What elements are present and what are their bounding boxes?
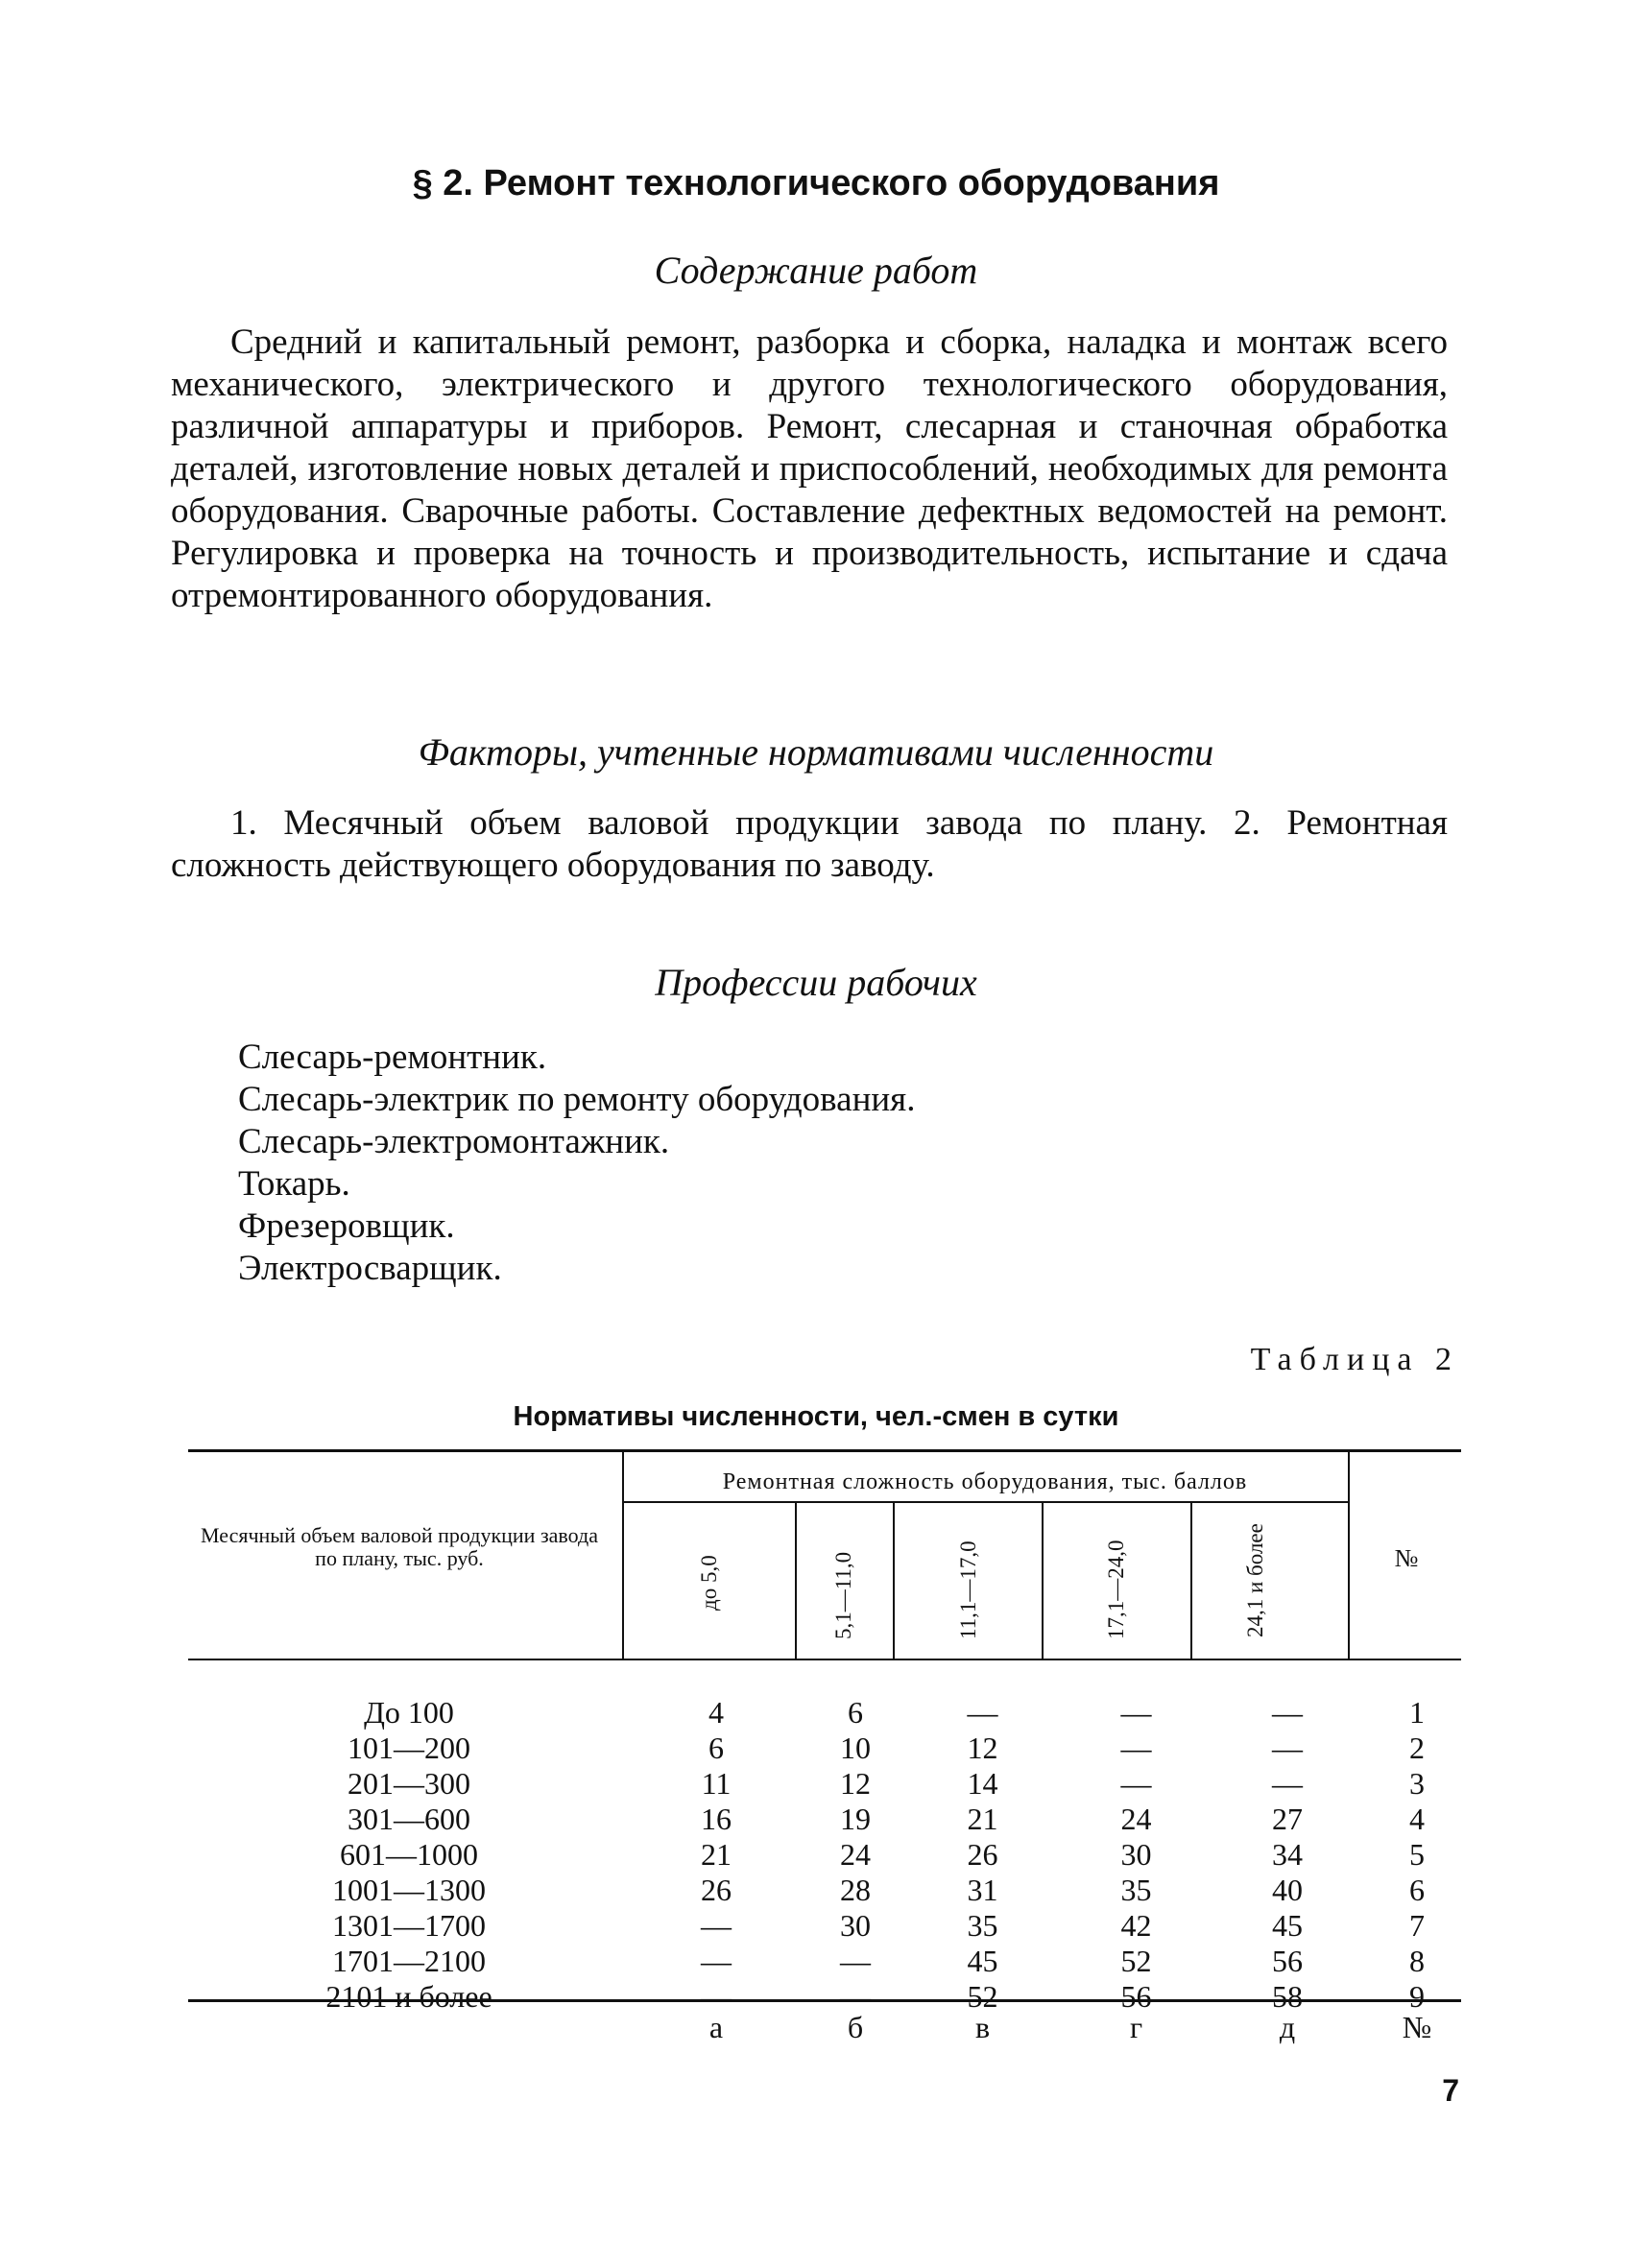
page-number: 7: [1442, 2073, 1459, 2108]
table-cell: 4: [708, 1695, 724, 1730]
row-number: 9: [1409, 1979, 1425, 2014]
table-cell: 52: [967, 1979, 998, 2014]
table-cell: —: [701, 1979, 732, 2014]
profession-item: Токарь.: [238, 1164, 350, 1204]
content-paragraph-text: Средний и капитальный ремонт, разборка и сборка, наладка и монтаж всего механического, электрического и другого технологического оборудования, различной аппаратуры и приборов. Ремонт, слесарная и станочная обработка деталей, изготовление новых деталей и приспособлений, необходимых для ремонта оборудования. Сварочные работы. Составление дефектных ведомостей на ремонт. Регулировка и проверка на точность и производительность, испытание и сдача отремонтированного оборудования.: [171, 322, 1448, 615]
table-cell: 35: [1120, 1873, 1152, 1907]
table-cell: 6: [708, 1731, 724, 1765]
factors-heading: Факторы, учтенные нормативами численности: [418, 730, 1214, 774]
table-cell: 45: [1272, 1908, 1303, 1943]
column-letters: [188, 2010, 1475, 2045]
table-caption: Таблица 2: [1250, 1342, 1459, 1377]
table-cell: —: [1272, 1731, 1303, 1765]
num-header: №: [1394, 1544, 1419, 1572]
table-cell: —: [1120, 1695, 1152, 1730]
column-letter: г: [1129, 2010, 1143, 2044]
table-cell: —: [1272, 1695, 1303, 1730]
row-header: Месячный объем валовой продукции завода по плану, тыс. руб.: [201, 1523, 598, 1570]
table-cell: —: [967, 1695, 998, 1730]
table-header-rule: [188, 1659, 1461, 1660]
row-label: 301—600: [348, 1802, 470, 1836]
table-cell: 45: [967, 1944, 998, 1978]
table-cell: 12: [967, 1731, 998, 1765]
table-cell: 34: [1272, 1837, 1303, 1872]
table-cell: —: [840, 1944, 871, 1978]
table-row: [188, 1944, 1475, 1979]
content-paragraph: [171, 322, 1448, 617]
table-cell: 10: [840, 1731, 871, 1765]
profession-item: Слесарь-электромонтажник.: [238, 1122, 670, 1161]
table-row: [188, 1837, 1475, 1873]
table-row: [188, 1802, 1475, 1837]
row-label: 601—1000: [340, 1837, 478, 1872]
table-cell: 21: [967, 1802, 998, 1836]
table-cell: 31: [967, 1873, 998, 1907]
table-cell: —: [701, 1944, 732, 1978]
table-cell: 12: [840, 1766, 871, 1801]
table-cell: 40: [1272, 1873, 1303, 1907]
table-divider: [893, 1503, 895, 1659]
row-number: 3: [1409, 1766, 1425, 1801]
column-header: 11,1—17,0: [956, 1540, 980, 1639]
column-header: до 5,0: [697, 1555, 721, 1611]
row-label: 1701—2100: [332, 1944, 486, 1978]
table-cell: 26: [701, 1873, 732, 1907]
table-cell: 30: [840, 1908, 871, 1943]
table-cell: —: [701, 1908, 732, 1943]
factors-paragraph-text: 1. Месячный объем валовой продукции завода по плану. 2. Ремонтная сложность действующего оборудования по заводу.: [171, 803, 1448, 885]
table-row: [188, 1873, 1475, 1908]
table-divider: [1042, 1503, 1044, 1659]
table-cell: 30: [1120, 1837, 1152, 1872]
table-cell: —: [1120, 1766, 1152, 1801]
table-row: [188, 1695, 1475, 1731]
row-label: 2101 и более: [325, 1979, 492, 2014]
table-cell: 56: [1120, 1979, 1152, 2014]
column-letter: д: [1279, 2010, 1296, 2044]
row-number: 7: [1409, 1908, 1425, 1943]
group-header: Ремонтная сложность оборудования, тыс. баллов: [722, 1469, 1248, 1494]
table-cell: 27: [1272, 1802, 1303, 1836]
profession-item: Слесарь-ремонтник.: [238, 1038, 547, 1077]
table-cell: 21: [701, 1837, 732, 1872]
column-header: 24,1 и более: [1243, 1523, 1267, 1637]
row-number: 4: [1409, 1802, 1425, 1836]
table-row: [188, 1766, 1475, 1802]
table-cell: 58: [1272, 1979, 1303, 2014]
table-cell: —: [1120, 1731, 1152, 1765]
column-letter: а: [708, 2010, 724, 2044]
row-label: До 100: [364, 1695, 454, 1730]
table-cell: 35: [967, 1908, 998, 1943]
table-title: Нормативы численности, чел.-смен в сутки: [513, 1401, 1119, 1432]
table-divider: [1348, 1451, 1350, 1659]
table-divider: [795, 1503, 797, 1659]
table-top-rule: [188, 1449, 1461, 1452]
table-cell: —: [840, 1979, 871, 2014]
table-divider: [1190, 1503, 1192, 1659]
row-number: 8: [1409, 1944, 1425, 1978]
section-title: § 2. Ремонт технологического оборудования: [412, 163, 1220, 203]
profession-item: Фрезеровщик.: [238, 1206, 455, 1246]
table-cell: 14: [967, 1766, 998, 1801]
table-cell: 26: [967, 1837, 998, 1872]
table-cell: 16: [701, 1802, 732, 1836]
table-cell: 56: [1272, 1944, 1303, 1978]
table-cell: 24: [840, 1837, 871, 1872]
factors-paragraph: [171, 802, 1448, 887]
table-cell: 52: [1120, 1944, 1152, 1978]
group-header-rule: [622, 1501, 1348, 1503]
table-row: [188, 1908, 1475, 1944]
table-cell: 11: [701, 1766, 732, 1801]
column-header: 5,1—11,0: [831, 1551, 855, 1639]
table-body: [188, 1695, 1475, 2015]
profession-item: Электросварщик.: [238, 1249, 502, 1288]
row-label: 1001—1300: [332, 1873, 486, 1907]
data-table: [188, 1695, 1475, 2015]
column-letter: б: [847, 2010, 864, 2044]
column-letter: в: [974, 2010, 991, 2044]
professions-list: [238, 1037, 915, 1290]
content-heading: Содержание работ: [654, 249, 978, 292]
row-number: 1: [1409, 1695, 1425, 1730]
table-cell: 42: [1120, 1908, 1152, 1943]
table-cell: 6: [848, 1695, 863, 1730]
table-cell: 19: [840, 1802, 871, 1836]
column-header: 17,1—24,0: [1104, 1540, 1128, 1639]
table-cell: 24: [1120, 1802, 1152, 1836]
table-cell: —: [1272, 1766, 1303, 1801]
table-row: [188, 1731, 1475, 1766]
row-label: 201—300: [348, 1766, 470, 1801]
row-label: 1301—1700: [332, 1908, 486, 1943]
row-label: 101—200: [348, 1731, 470, 1765]
professions-heading: Профессии рабочих: [655, 961, 977, 1004]
row-number: 6: [1409, 1873, 1425, 1907]
row-number: 5: [1409, 1837, 1425, 1872]
table-cell: 28: [840, 1873, 871, 1907]
profession-item: Слесарь-электрик по ремонту оборудования.: [238, 1080, 916, 1119]
row-number: 2: [1409, 1731, 1425, 1765]
column-letter: №: [1402, 2010, 1432, 2044]
